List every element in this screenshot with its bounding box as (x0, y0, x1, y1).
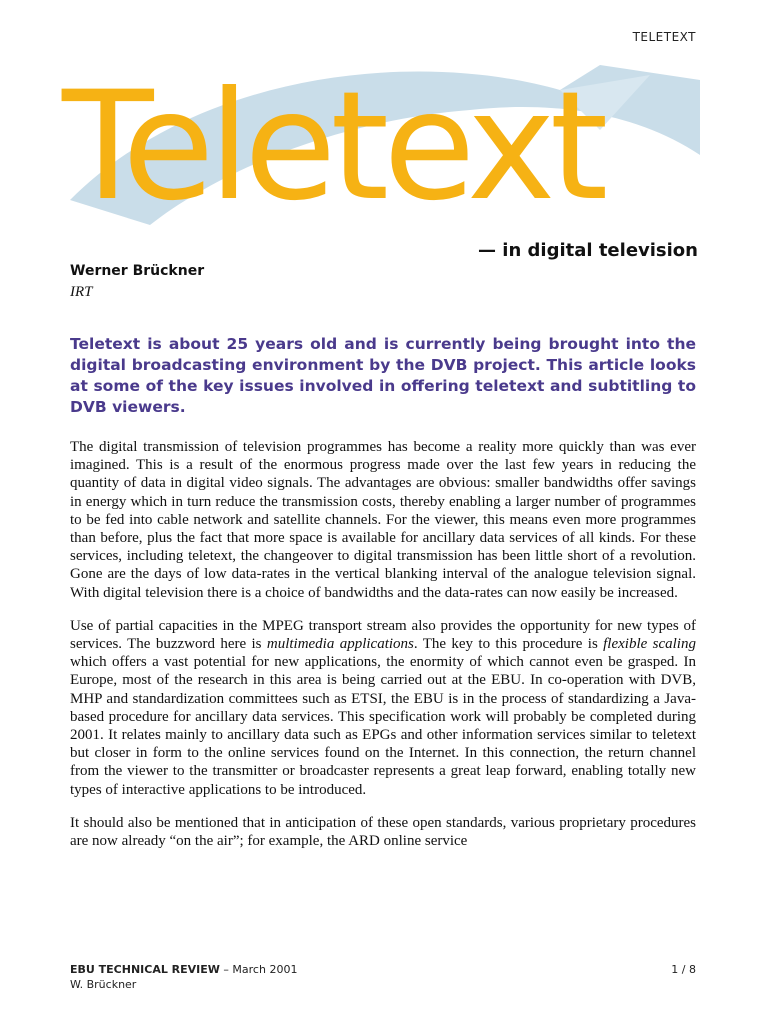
page-footer (70, 962, 696, 992)
body-paragraph: It should also be mentioned that in anticipation of these open standards, various proprietary procedures are now already “on the air”; for example, the ARD online service (70, 814, 696, 850)
body-paragraph (70, 617, 696, 799)
page-number: 1 / 8 (671, 963, 696, 976)
emphasis-multimedia: multimedia applications (266, 636, 414, 653)
article-body (70, 438, 696, 865)
body-paragraph: The digital transmission of television programmes has become a reality more quickly than was ever imagined. This is a result of the enormous progress made over the last few years in reducing the quantity of data in digital video signals. The advantages are obvious: smaller bandwidths offer savings in energy which in turn reduce the transmission costs, thereby enabling a larger number of programmes to be fed into cable network and satellite channels. For the viewer, this means even more programmes than before, plus the fact that more space is available for ancillary data services of all kinds. For these services, including teletext, the changeover to digital transmission has been little short of a revolution. Gone are the days of low data-rates in the vertical blanking interval of the analogue television signal. With digital television there is a choice of bandwidths and the data-rates can now easily be increased. (70, 439, 696, 601)
issue-date: – March 2001 (219, 963, 298, 976)
journal-name: EBU TECHNICAL REVIEW (70, 963, 220, 976)
body-text-run: Use of partial capacities in the MPEG transport stream also provides the opportunity for new types of services. The buzzword here is (70, 617, 696, 653)
author-affiliation: IRT (70, 284, 93, 300)
running-head: TELETEXT (632, 30, 696, 44)
article-subtitle: — in digital television (478, 240, 698, 261)
footer-author: W. Brückner (70, 978, 137, 991)
author-name: Werner Brückner (70, 263, 205, 279)
article-title: Teletext (62, 60, 603, 234)
body-text-run: which offers a vast potential for new applications, the enormity of which cannot even be grasped. In Europe, most of the research in this area is being carried out at the EBU. In co-operation with DVB, MHP and standardization committees such as ETSI, the EBU is in the process of standardizing a Java-based procedure for ancillary data services. This specification work will probably be completed during 2001. It relates mainly to ancillary data such as EPGs and other information services similar to teletext but closer in form to the online services found on the Internet. In this connection, the return channel from the viewer to the transmitter or broadcaster represents a great leap forward, enabling totally new types of interactive applications to be introduced. (70, 654, 696, 798)
body-text-run: . The key to this procedure is (413, 636, 604, 653)
footer-journal (70, 962, 297, 977)
abstract: Teletext is about 25 years old and is currently being brought into the digital broadcasting environment by the DVB project. This article looks at some of the key issues involved in offering teletext and subtitling to DVB viewers. (70, 335, 696, 416)
emphasis-flexible-scaling: flexible scaling (603, 636, 696, 653)
